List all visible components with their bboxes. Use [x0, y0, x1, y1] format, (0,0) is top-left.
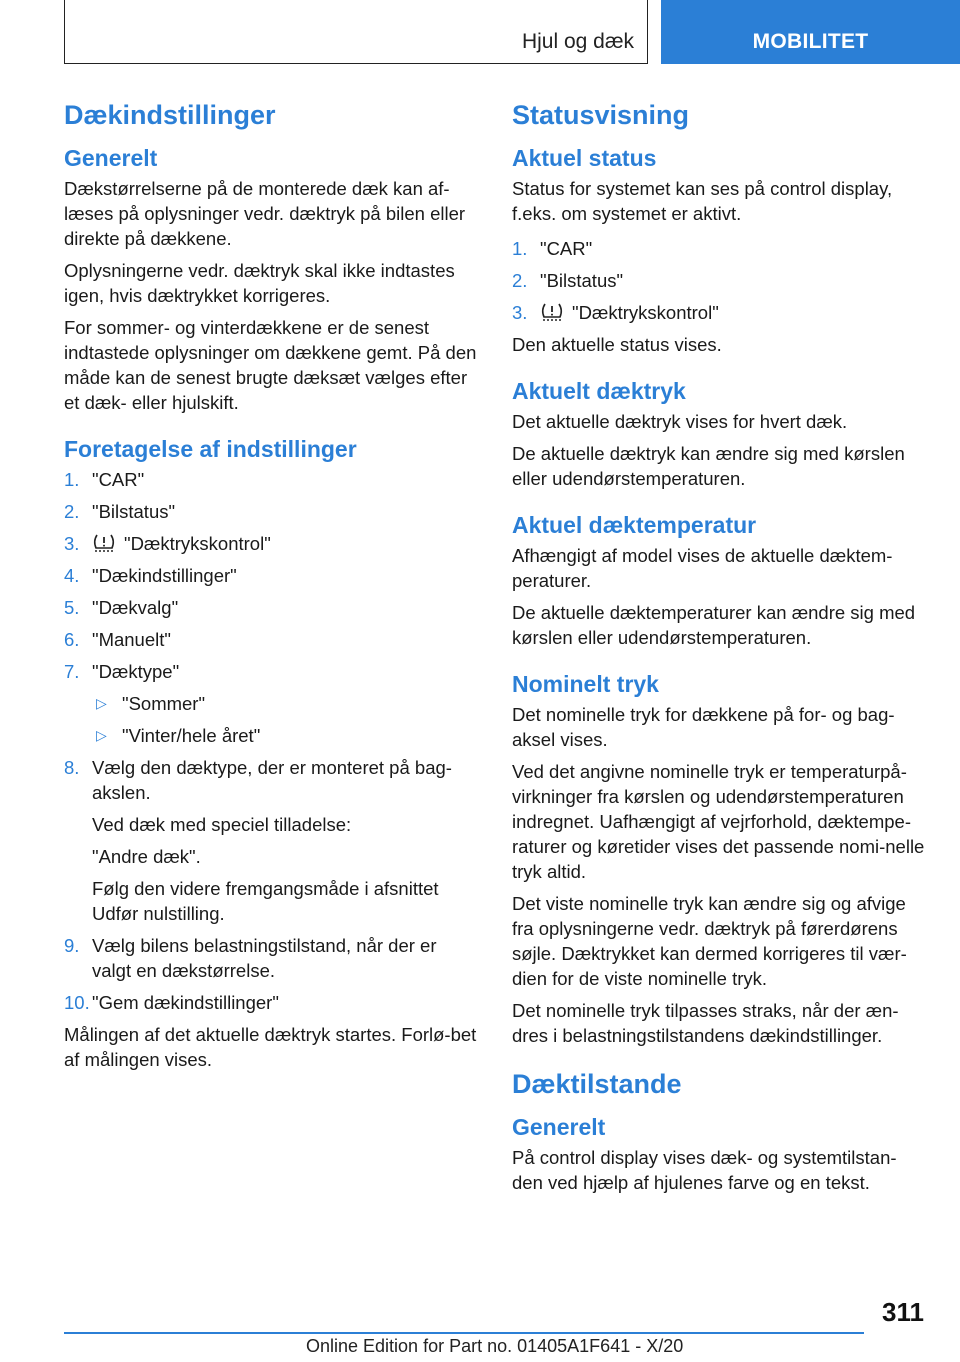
paragraph: Ved det angivne nominelle tryk er temperaturpå-virkninger fra kørslen og udendørstemperaturen indregnet. Uafhængigt af vejrforhold, dæktempe-raturer og køretider vises det passende nomi-nelle tryk altid.: [512, 761, 925, 882]
list-item: 2. "Bilstatus": [64, 501, 176, 522]
paragraph: Det nominelle tryk tilpasses straks, når der æn-dres i belastningstilstandens dækindstillinger.: [512, 1000, 899, 1046]
paragraph: For sommer- og vinterdækkene er de senest indtastede oplysninger om dækkene gemt. På den måde kan de senest brugte dæksæt vælges efter et dæk- eller hjulskift.: [64, 317, 477, 413]
list-item: 4. "Dækindstillinger": [64, 565, 237, 586]
paragraph: De aktuelle dæktryk kan ændre sig med kørslen eller udendørstemperaturen.: [512, 443, 905, 489]
list-item: 3. "Dæktrykskontrol": [64, 533, 271, 554]
heading-current-pressure: Aktuelt dæktryk: [512, 378, 686, 404]
list-item: 3. "Dæktrykskontrol": [512, 302, 719, 323]
list-item: 7. "Dæktype" ▷ "Sommer" ▷ "Vinter/hele året": [64, 659, 480, 748]
header-chapter-label: MOBILITET: [752, 30, 869, 53]
heading-tire-conditions: Dæktilstande: [512, 1069, 682, 1099]
list-item: 9. Vælg bilens belastningstilstand, når der er valgt en dækstørrelse.: [64, 935, 437, 981]
list-item: 6. "Manuelt": [64, 629, 171, 650]
left-column: [64, 100, 480, 1079]
list-item: 10. "Gem dækindstillinger": [64, 992, 279, 1013]
tire-pressure-warning-icon: [92, 533, 116, 553]
option-item: ▷ "Sommer": [96, 693, 206, 714]
paragraph: De aktuelle dæktemperaturer kan ændre sig med kørslen eller udendørstemperaturen.: [512, 602, 916, 648]
heading-current-temperature: Aktuel dæktemperatur: [512, 512, 757, 538]
step-note: Følg den videre fremgangsmåde i afsnittet Udfør nulstilling.: [92, 878, 439, 924]
paragraph: Målingen af det aktuelle dæktryk startes. Forlø-bet af målingen vises.: [64, 1024, 477, 1070]
header-chapter-tab[interactable]: [661, 0, 960, 64]
page-number: 311: [882, 1297, 924, 1327]
heading-make-settings: Foretagelse af indstillinger: [64, 436, 357, 462]
footer-edition: Online Edition for Part no. 01405A1F641 - X/20: [306, 1336, 684, 1356]
list-item: 5. "Dækvalg": [64, 597, 179, 618]
tire-pressure-warning-icon: [540, 302, 564, 322]
heading-current-status: Aktuel status: [512, 145, 657, 171]
step-note: "Andre dæk".: [92, 846, 201, 867]
list-item: 1. "CAR": [512, 238, 593, 259]
paragraph: På control display vises dæk- og systemtilstan-den ved hjælp af hjulenes farve og en tekst.: [512, 1147, 897, 1193]
paragraph: Den aktuelle status vises.: [512, 334, 722, 355]
paragraph: Afhængigt af model vises de aktuelle dæktem-peraturer.: [512, 545, 893, 591]
footer-divider: [64, 1332, 864, 1334]
paragraph: Dækstørrelserne på de monterede dæk kan af-læses på oplysninger vedr. dæktryk på bilen eller direkte på dækkene.: [64, 178, 466, 249]
paragraph: Det nominelle tryk for dækkene på for- og bag-aksel vises.: [512, 704, 895, 750]
option-item: ▷ "Vinter/hele året": [96, 725, 261, 746]
step-note: Ved dæk med speciel tilladelse:: [92, 814, 352, 835]
heading-nominal-pressure: Nominelt tryk: [512, 671, 659, 697]
heading-status-display: Statusvisning: [512, 100, 690, 130]
heading-general: Generelt: [64, 145, 158, 171]
paragraph: Det aktuelle dæktryk vises for hvert dæk.: [512, 411, 848, 432]
settings-steps-list: [64, 467, 480, 1015]
status-steps-list: [512, 236, 927, 325]
triangle-bullet-icon: ▷: [96, 727, 107, 743]
paragraph: Det viste nominelle tryk kan ændre sig og afvige fra oplysningerne vedr. dæktryk på førerdørens søjle. Dæktrykket kan dermed korrigeres til vær-dien for de viste nominelle tryk.: [512, 893, 907, 989]
list-item: 1. "CAR": [64, 469, 145, 490]
list-item: 2. "Bilstatus": [512, 270, 624, 291]
heading-tire-settings: Dækindstillinger: [64, 100, 276, 130]
paragraph: Oplysningerne vedr. dæktryk skal ikke indtastes igen, hvis dæktrykket korrigeres.: [64, 260, 455, 306]
right-column: [512, 100, 927, 1202]
tire-type-options: [92, 691, 480, 748]
header-section-title: Hjul og dæk: [521, 30, 634, 53]
heading-general: Generelt: [512, 1114, 606, 1140]
paragraph: Status for systemet kan ses på control display, f.eks. om systemet er aktivt.: [512, 178, 893, 224]
list-item: 8. Vælg den dæktype, der er monteret på bag-akslen. Ved dæk med speciel tilladelse: "Andre dæk". Følg den videre fremgangsmåde i afsnittet Udfør nulstilling.: [64, 755, 480, 926]
triangle-bullet-icon: ▷: [96, 695, 107, 711]
